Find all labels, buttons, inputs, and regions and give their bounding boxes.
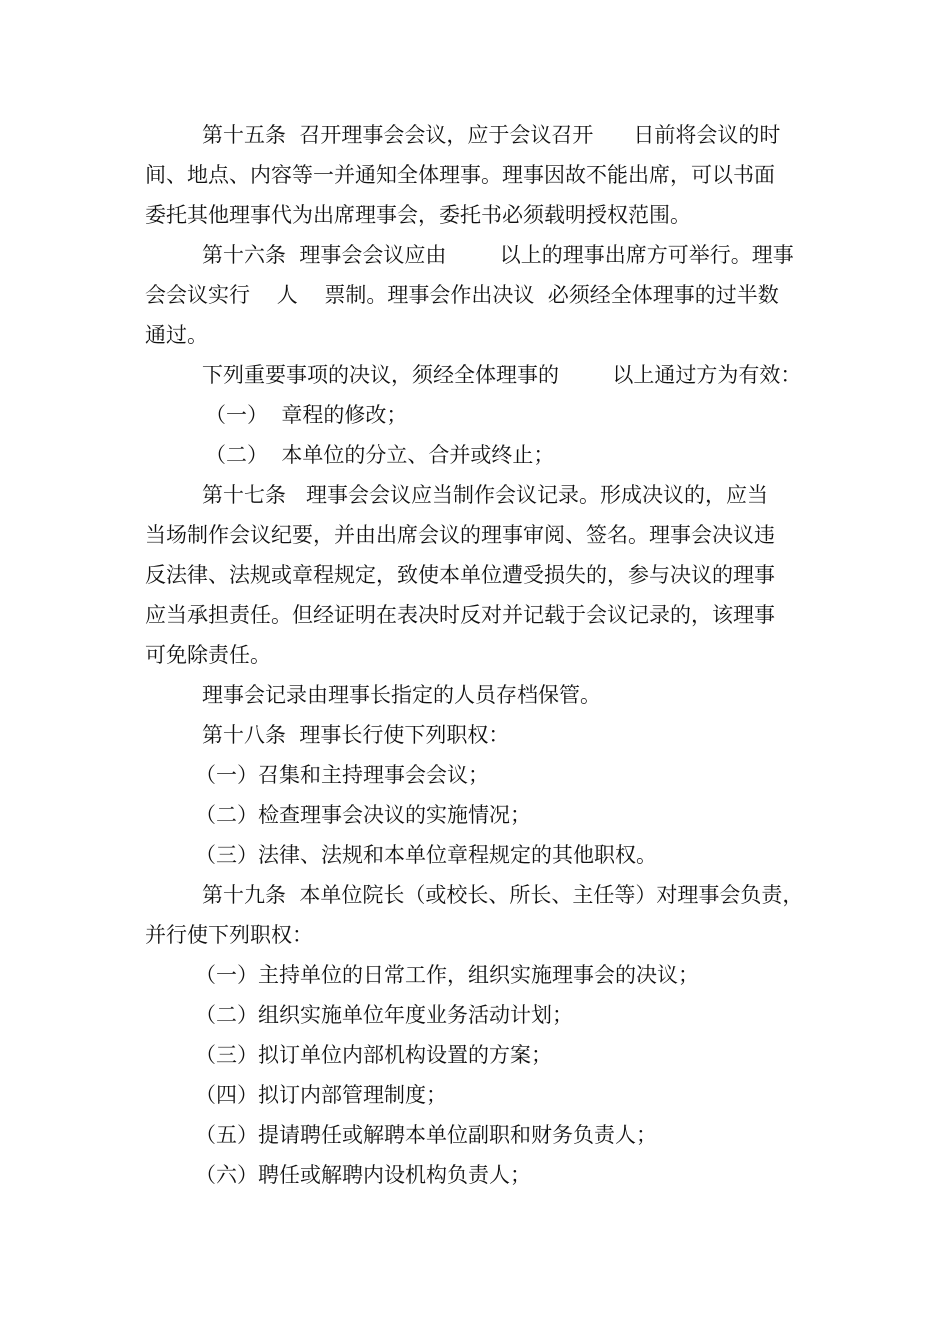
list-item: （六）聘任或解聘内设机构负责人； [195, 1163, 531, 1187]
article-17-line-2: 当场制作会议纪要，并由出席会议的理事审阅、签名。理事会决议违 [145, 523, 775, 547]
list-item: （五）提请聘任或解聘本单位副职和财务负责人； [195, 1123, 657, 1147]
article-17-line-3: 反法律、法规或章程规定，致使本单位遭受损失的，参与决议的理事 [145, 563, 775, 587]
list-item: （一） 章程的修改； [205, 403, 408, 427]
article-16-line-2: 会会议实行 人 票制。理事会作出决议 必须经全体理事的过半数 [145, 283, 779, 307]
article-16-line-1: 第十六条 理事会会议应由 以上的理事出席方可举行。理事 [202, 243, 794, 267]
article-17-line-4: 应当承担责任。但经证明在表决时反对并记载于会议记录的，该理事 [145, 603, 775, 627]
list-item: （三）法律、法规和本单位章程规定的其他职权。 [195, 843, 657, 867]
article-15-line-2: 间、地点、内容等一并通知全体理事。理事因故不能出席，可以书面 [145, 163, 775, 187]
article-19-line-1: 第十九条 本单位院长（或校长、所长、主任等）对理事会负责， [202, 883, 804, 907]
article-15-line-1: 第十五条 召开理事会会议，应于会议召开 日前将会议的时 [202, 123, 781, 147]
article-16-line-3: 通过。 [145, 323, 208, 347]
article-15-line-3: 委托其他理事代为出席理事会，委托书必须载明授权范围。 [145, 203, 691, 227]
list-item: （二）检查理事会决议的实施情况； [195, 803, 531, 827]
important-matters-line: 下列重要事项的决议，须经全体理事的 以上通过方为有效： [202, 363, 802, 387]
record-keeping-line: 理事会记录由理事长指定的人员存档保管。 [202, 683, 601, 707]
list-item: （一）召集和主持理事会会议； [195, 763, 489, 787]
article-18-line-1: 第十八条 理事长行使下列职权： [202, 723, 510, 747]
list-item: （一）主持单位的日常工作，组织实施理事会的决议； [195, 963, 699, 987]
article-17-line-5: 可免除责任。 [145, 643, 271, 667]
list-item: （三）拟订单位内部机构设置的方案； [195, 1043, 552, 1067]
list-item: （四）拟订内部管理制度； [195, 1083, 447, 1107]
article-19-line-2: 并行使下列职权： [145, 923, 313, 947]
list-item: （二）组织实施单位年度业务活动计划； [195, 1003, 573, 1027]
article-17-line-1: 第十七条 理事会会议应当制作会议记录。形成决议的，应当 [202, 483, 769, 507]
list-item: （二） 本单位的分立、合并或终止； [205, 443, 555, 467]
